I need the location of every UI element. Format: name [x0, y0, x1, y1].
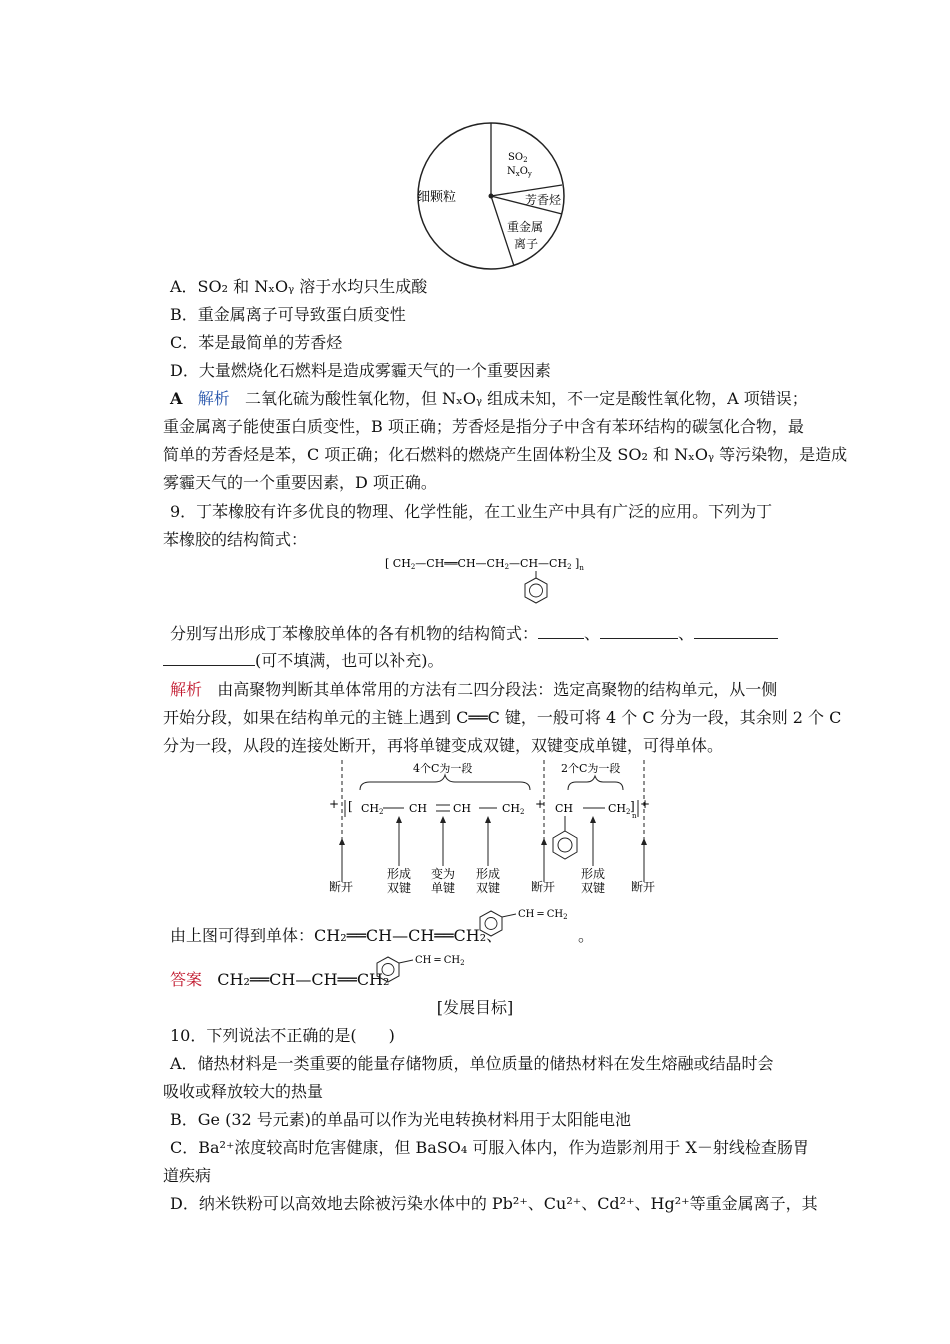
svg-text:CH ═ CH2: CH ═ $CH_2$ [518, 909, 568, 921]
pie-label-aromatic: 芳香烃 [525, 193, 562, 207]
q9-sep-1: 、 [584, 624, 601, 643]
answer-blank-1[interactable] [538, 624, 584, 639]
q9-analysis-line-1 [170, 680, 777, 700]
q9-analysis-text-3: 分为一段，从段的连接处断开，再将单键变成双键，双键变成单键，可得单体。 [163, 736, 724, 755]
q9-result-line [170, 926, 502, 946]
segmentation-diagram [325, 758, 665, 898]
label-to-single-a: 变为 [431, 867, 456, 881]
label-form-double-2a: 形成 [476, 867, 501, 881]
q9-stem-line-1: 9．丁苯橡胶有许多优良的物理、化学性能，在工业生产中具有广泛的应用。下列为丁 [170, 502, 773, 521]
q8-analysis-text-4: 雾霾天气的一个重要因素，D 项正确。 [163, 473, 437, 492]
q10-option-b: B．Ge (32 号元素)的单晶可以作为光电转换材料用于太阳能电池 [170, 1110, 632, 1129]
label-break-middle: 断开 [531, 880, 556, 894]
q10-option-a-line-1: A．储热材料是一类重要的能量存储物质，单位质量的储热材料在发生熔融或结晶时会 [170, 1054, 774, 1073]
answer-blank-4[interactable] [163, 651, 255, 666]
q10-option-d-line-1: D．纳米铁粉可以高效地去除被污染水体中的 Pb²⁺、Cu²⁺、Cd²⁺、Hg²⁺等重金属离子，其 [170, 1194, 818, 1213]
section-heading: [发展目标] [436, 998, 514, 1017]
q9-prompt-text: 分别写出形成丁苯橡胶单体的各有机物的结构简式： [170, 624, 539, 643]
q8-option-d: D．大量燃烧化石燃料是造成雾霾天气的一个重要因素 [170, 361, 551, 380]
label-form-double-2b: 双键 [476, 881, 501, 895]
q10-option-c-line-1: C．Ba²⁺浓度较高时危害健康，但 BaSO₄ 可服入体内，作为造影剂用于 X－射线检查肠胃 [170, 1138, 809, 1157]
q9-answer-text: CH₂══CH—CH══CH₂ [217, 970, 390, 989]
answer-blank-2[interactable] [600, 624, 678, 639]
q9-result-end: 。 [578, 926, 595, 945]
q9-answer-label: 答案 [170, 970, 203, 989]
svg-text:[ CH2—CH══CH—CH2—CH—CH2 ]n: [ CH2—CH══CH—CH2—CH—CH2 ]$_n$ [385, 557, 584, 572]
svg-text:+: + [329, 797, 340, 811]
label-to-single-b: 单键 [431, 881, 456, 895]
svg-text:n: n [632, 812, 637, 820]
q8-analysis-label: 解析 [197, 389, 230, 408]
q8-option-c: C．苯是最简单的芳香烃 [170, 333, 343, 352]
label-form-double-1b: 双键 [387, 881, 412, 895]
q9-prompt-tail: (可不填满，也可以补充)。 [255, 651, 444, 670]
q9-analysis-label: 解析 [170, 680, 203, 699]
brace-4c [360, 775, 530, 790]
label-form-double-3b: 双键 [581, 881, 606, 895]
pie-label-so2: $SO_2$ [508, 152, 528, 164]
svg-text:+: + [640, 797, 651, 811]
q8-analysis-text-1: 二氧化硫为酸性氧化物，但 NₓOᵧ 组成未知，不一定是酸性氧化物，A 项错误； [244, 389, 808, 408]
q8-answer-letter: A [170, 389, 183, 408]
svg-text:+: + [535, 797, 546, 811]
label-break-left: 断开 [329, 880, 354, 894]
q9-prompt-line-1 [170, 624, 778, 644]
label-form-double-1a: 形成 [387, 867, 412, 881]
label-4c-group: 4个C为一段 [413, 762, 473, 775]
q9-stem-line-2: 苯橡胶的结构简式： [163, 530, 308, 549]
svg-text:CH2: CH2 [608, 802, 631, 816]
q8-option-b: B．重金属离子可导致蛋白质变性 [170, 305, 406, 324]
styrene-structure-2 [375, 948, 480, 988]
q8-analysis-line-1 [170, 389, 808, 409]
pie-label-heavy-metal-1: 重金属 [507, 220, 544, 234]
q9-result-text: 由上图可得到单体：CH₂══CH—CH══CH₂、 [170, 926, 503, 945]
svg-text:[: [ [348, 799, 353, 813]
q9-sep-2: 、 [678, 624, 695, 643]
q8-analysis-text-2: 重金属离子能使蛋白质变性，B 项正确；芳香烃是指分子中含有苯环结构的碳氢化合物，最 [163, 417, 804, 436]
styrene-structure-1 [478, 902, 583, 942]
label-2c-group: 2个C为一段 [561, 762, 621, 775]
pollutant-pie-chart [415, 110, 575, 270]
brace-2c [568, 776, 623, 790]
q10-option-c-line-2: 道疾病 [163, 1166, 212, 1185]
svg-text:CH: CH [409, 802, 428, 815]
svg-text:CH2: CH2 [502, 802, 525, 816]
q10-option-a-line-2: 吸收或释放较大的热量 [163, 1082, 324, 1101]
pie-label-nxoy: $N_xO_y$ [507, 166, 532, 178]
svg-text:CH2: CH2 [361, 802, 384, 816]
q8-option-a: A．SO₂ 和 NₓOᵧ 溶于水均只生成酸 [170, 277, 428, 296]
q10-stem: 10．下列说法不正确的是( ) [170, 1026, 395, 1045]
svg-text:CH ═ CH2: CH ═ $CH_2$ [415, 955, 465, 967]
answer-blank-3[interactable] [694, 624, 778, 639]
q9-answer-line [170, 970, 389, 990]
q9-analysis-text-2: 开始分段，如果在结构单元的主链上遇到 C══C 键，一般可将 4 个 C 分为一段，其余则 2 个 C [163, 708, 842, 727]
q9-prompt-line-2 [163, 651, 444, 671]
pie-label-heavy-metal-2: 离子 [514, 237, 539, 251]
label-form-double-3a: 形成 [581, 867, 606, 881]
pie-label-pm: 细颗粒 [417, 190, 457, 205]
q9-analysis-text-1: 由高聚物判断其单体常用的方法有二四分段法：选定高聚物的结构单元，从一侧 [217, 680, 778, 699]
polymer-structure [385, 552, 600, 612]
svg-text:CH: CH [453, 802, 472, 815]
label-break-right: 断开 [631, 880, 656, 894]
svg-text:]: ] [630, 799, 635, 813]
q8-analysis-text-3: 简单的芳香烃是苯，C 项正确；化石燃料的燃烧产生固体粉尘及 SO₂ 和 NₓOᵧ 等污染物，是造成 [163, 445, 848, 464]
svg-text:CH: CH [555, 802, 574, 815]
